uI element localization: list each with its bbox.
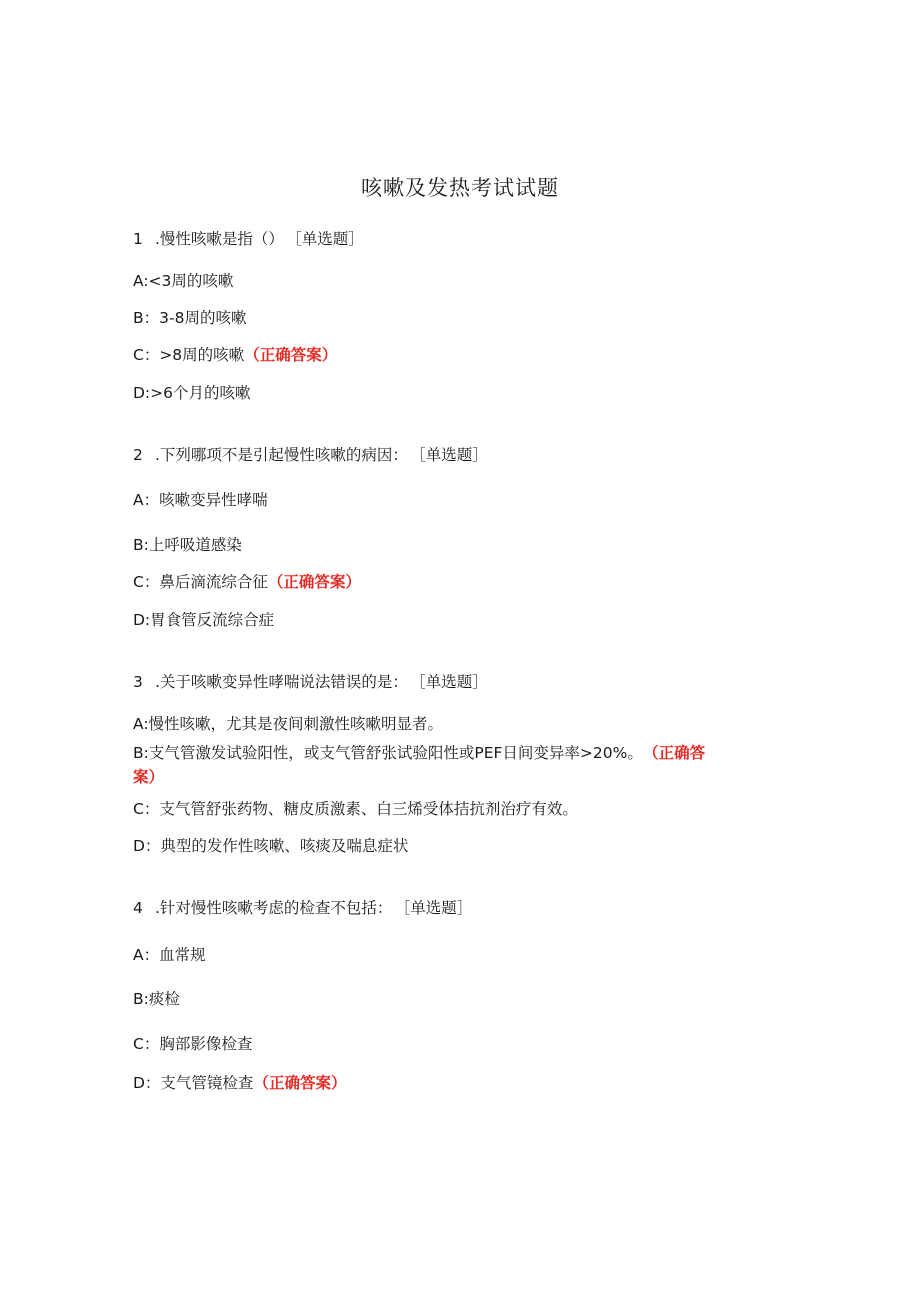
correct-answer-label: （正确答 <box>650 744 706 762</box>
question-text: .关于咳嗽变异性哮喘说法错误的是： <box>155 673 408 691</box>
option-text: B：3-8周的咳嗽 <box>133 309 247 327</box>
option-b-continued <box>133 765 164 789</box>
option-d <box>133 381 251 405</box>
question-text: .针对慢性咳嗽考虑的检查不包括： <box>155 899 393 917</box>
option-text: C：支气管舒张药物、糖皮质激素、白三烯受体拮抗剂治疗有效。 <box>133 800 578 818</box>
option-d <box>133 608 274 632</box>
question-type: ［单选题］ <box>402 899 473 917</box>
question-text: .下列哪项不是引起慢性咳嗽的病因： <box>155 446 408 464</box>
option-a <box>133 269 233 293</box>
page-title: 咳嗽及发热考试试题 <box>361 176 559 200</box>
option-a <box>133 943 206 967</box>
option-text: B:上呼吸道感染 <box>133 536 242 554</box>
option-text: A：咳嗽变异性哮喘 <box>133 491 268 509</box>
question-text: .慢性咳嗽是指（） <box>155 230 284 248</box>
option-a <box>133 488 268 512</box>
option-c <box>133 797 578 821</box>
question-number: 2 <box>133 446 143 464</box>
option-b <box>133 533 242 557</box>
option-d <box>133 834 408 858</box>
option-text: D：典型的发作性咳嗽、咳痰及喘息症状 <box>133 837 409 855</box>
correct-answer-label: （正确答案） <box>267 573 361 591</box>
option-c <box>133 570 361 594</box>
correct-answer-label-continued: 案） <box>133 768 165 786</box>
question-2 <box>133 443 488 467</box>
option-text: C：胸部影像检查 <box>133 1035 253 1053</box>
question-number: 4 <box>133 899 143 917</box>
option-text: D:胃食管反流综合症 <box>133 611 275 629</box>
question-3 <box>133 670 488 694</box>
option-text: B:痰检 <box>133 990 180 1008</box>
question-type: ［单选题］ <box>293 230 364 248</box>
option-text: C：>8周的咳嗽 <box>133 346 245 364</box>
option-text: D:>6个月的咳嗽 <box>133 384 251 402</box>
option-text: A:慢性咳嗽，尤其是夜间刺激性咳嗽明显者。 <box>133 715 444 733</box>
option-c <box>133 343 337 367</box>
question-type: ［单选题］ <box>417 446 488 464</box>
option-b <box>133 306 246 330</box>
option-d <box>133 1071 346 1095</box>
option-b <box>133 987 180 1011</box>
option-text: A:<3周的咳嗽 <box>133 272 234 290</box>
option-text: C：鼻后滴流综合征 <box>133 573 268 591</box>
option-c <box>133 1032 252 1056</box>
question-number: 1 <box>133 230 143 248</box>
question-1 <box>133 227 364 251</box>
question-type: ［单选题］ <box>417 673 488 691</box>
option-text: B:支气管激发试验阳性，或支气管舒张试验阳性或PEF日间变异率>20%。 <box>133 744 643 762</box>
correct-answer-label: （正确答案） <box>253 1074 347 1092</box>
option-a <box>133 712 443 736</box>
option-b <box>133 741 705 765</box>
option-text: D：支气管镜检查 <box>133 1074 254 1092</box>
question-number: 3 <box>133 673 143 691</box>
option-text: A：血常规 <box>133 946 206 964</box>
correct-answer-label: （正确答案） <box>244 346 338 364</box>
question-4 <box>133 896 472 920</box>
